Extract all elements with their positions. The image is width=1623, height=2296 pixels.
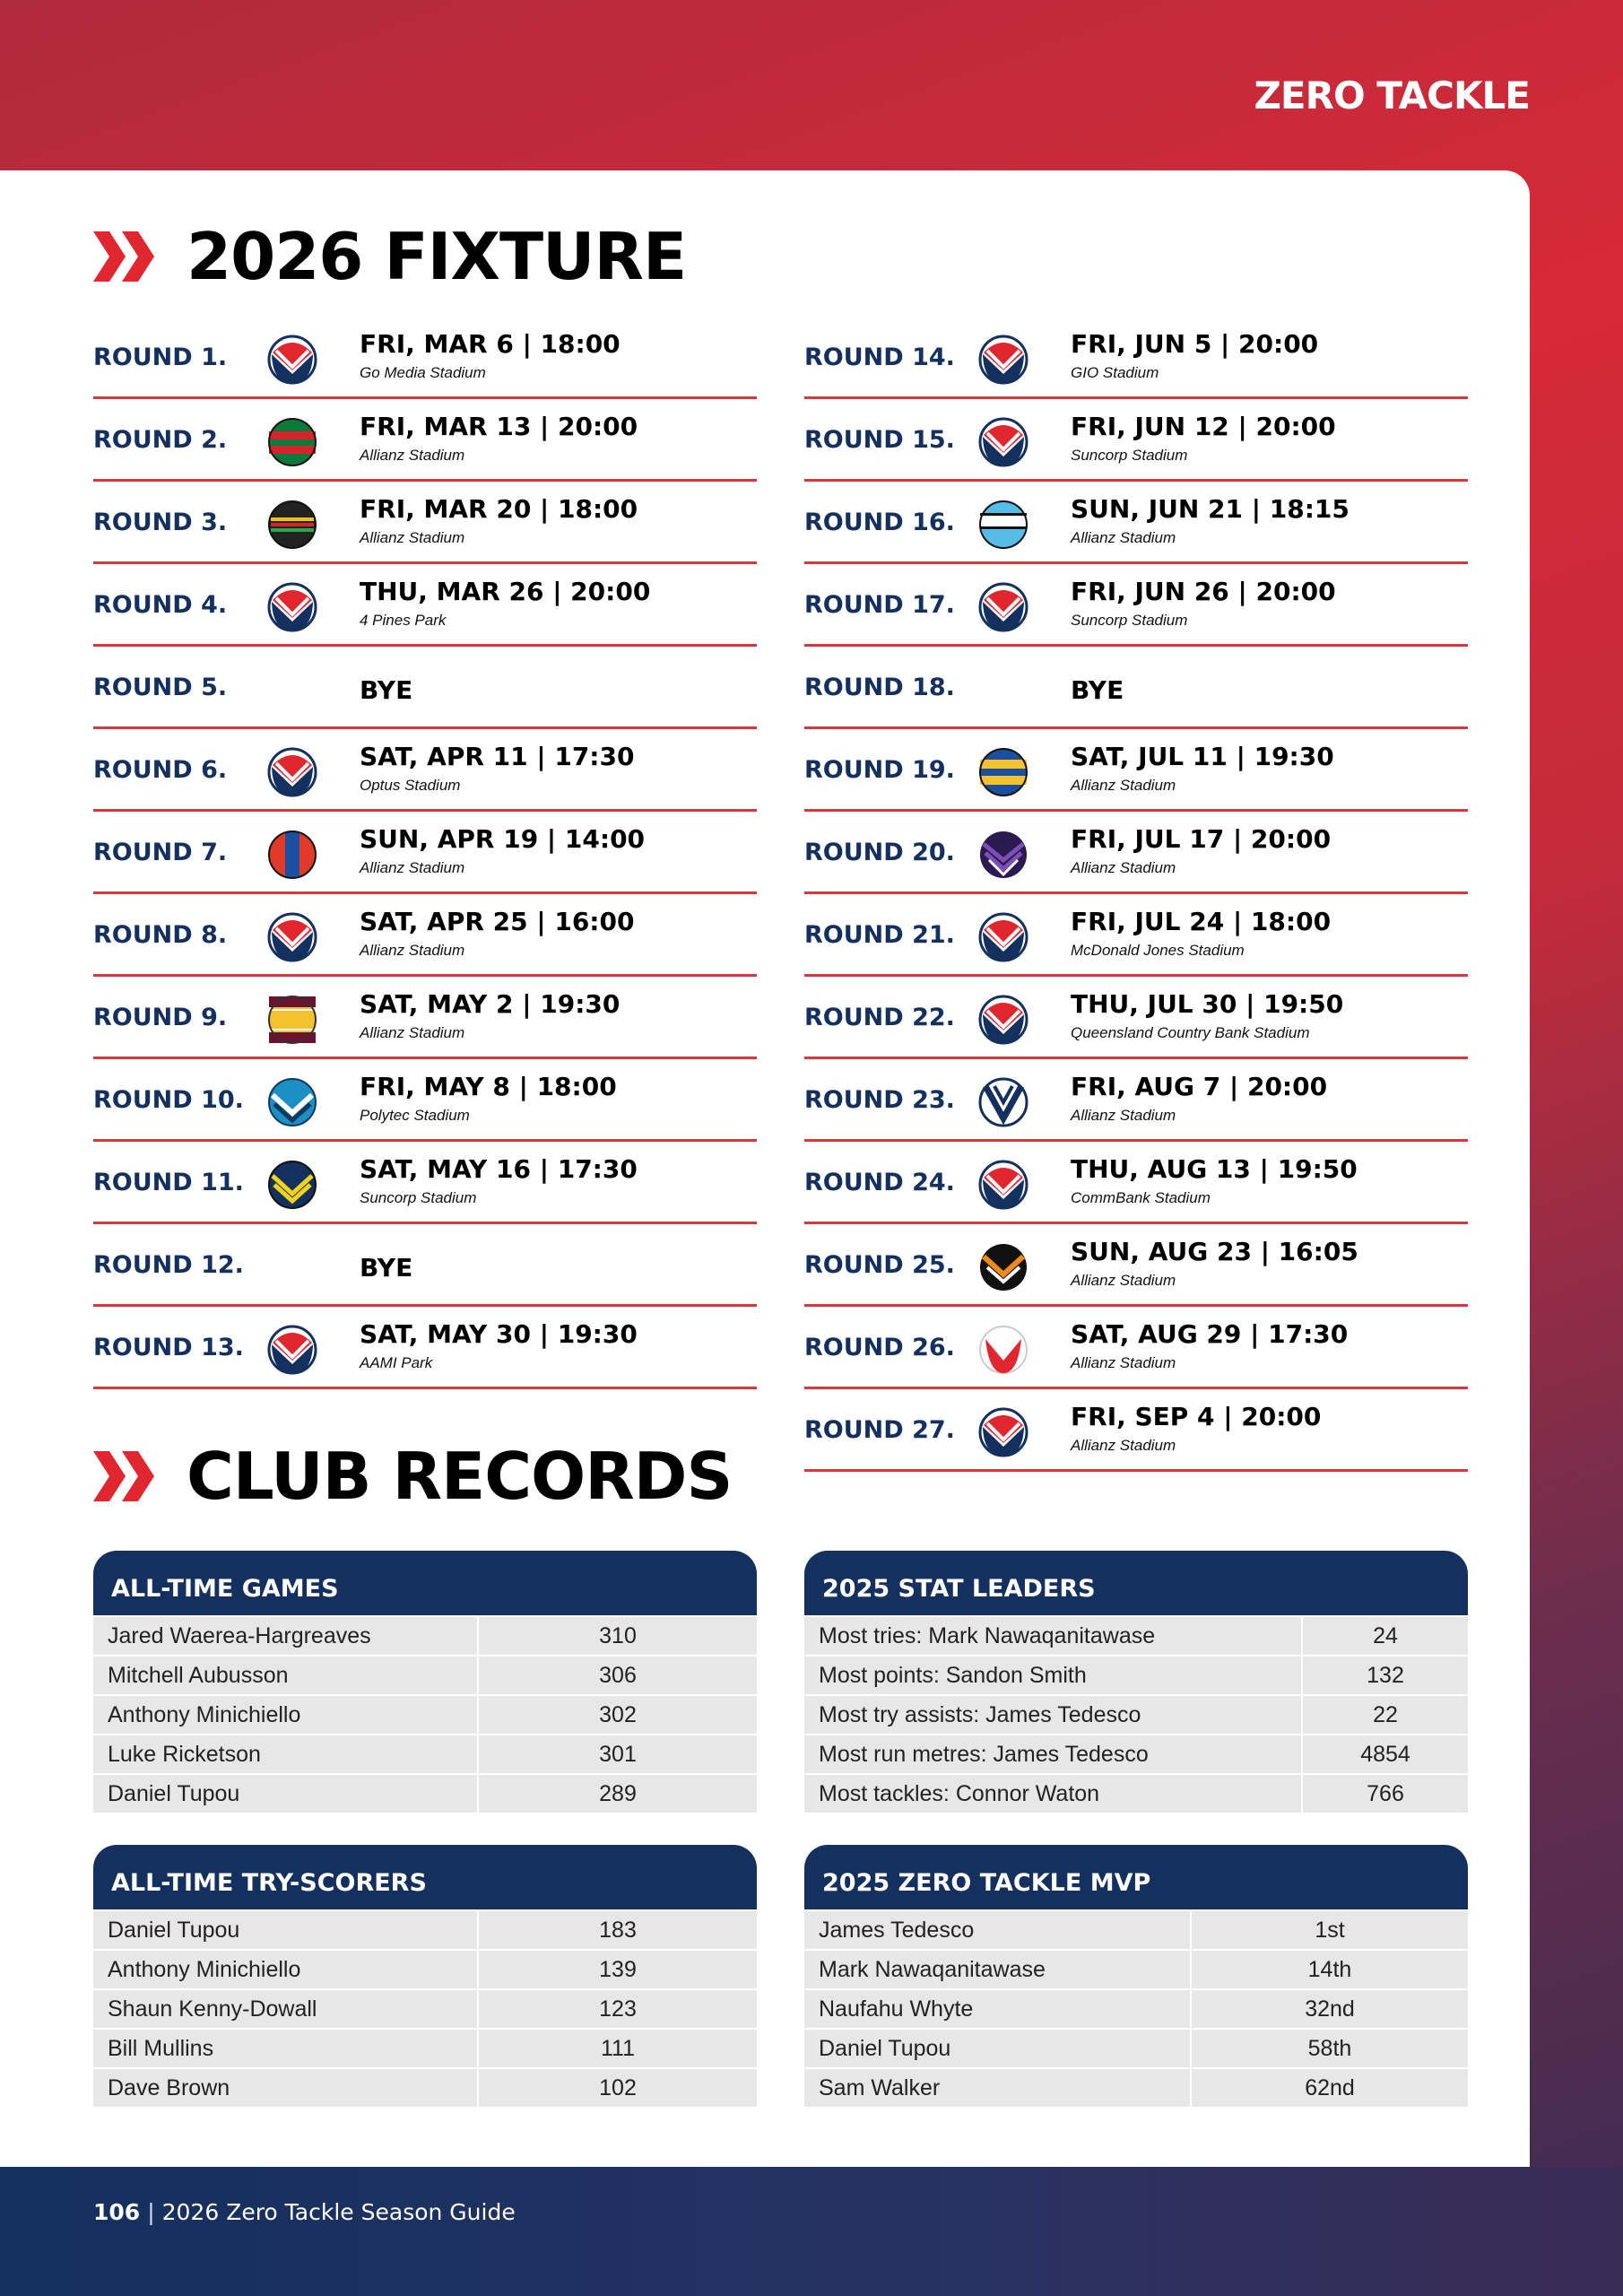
dragons-logo-icon xyxy=(978,1407,1028,1457)
records-title: CLUB RECORDS xyxy=(187,1439,733,1514)
table-cell-name: Anthony Minichiello xyxy=(93,1696,479,1734)
match-datetime: FRI, JUN 5 | 20:00 xyxy=(1071,329,1319,359)
fixture-row xyxy=(93,812,757,894)
table-row xyxy=(804,1615,1468,1655)
fixture-row xyxy=(804,564,1468,647)
round-label: ROUND 6. xyxy=(93,756,228,784)
round-label: ROUND 14. xyxy=(804,344,955,371)
table-cell-name: Daniel Tupou xyxy=(93,1775,479,1813)
match-datetime: SAT, APR 25 | 16:00 xyxy=(360,907,635,936)
match-venue: 4 Pines Park xyxy=(360,612,447,629)
match-venue: Allianz Stadium xyxy=(1071,1354,1176,1371)
match-venue: Allianz Stadium xyxy=(360,942,465,959)
bye-label: BYE xyxy=(1071,675,1124,705)
dragons-logo-icon xyxy=(978,995,1028,1045)
table-cell-name: Jared Waerea-Hargreaves xyxy=(93,1617,479,1655)
fixture-row xyxy=(804,1224,1468,1307)
match-datetime: SAT, APR 11 | 17:30 xyxy=(360,742,635,771)
round-label: ROUND 20. xyxy=(804,839,955,866)
tigers-logo-icon xyxy=(978,1242,1028,1292)
match-venue: Suncorp Stadium xyxy=(1071,447,1188,464)
match-venue: Allianz Stadium xyxy=(1071,529,1176,546)
round-label: ROUND 17. xyxy=(804,591,955,619)
table-cell-value: 58th xyxy=(1307,2035,1352,2061)
match-datetime: THU, JUL 30 | 19:50 xyxy=(1071,989,1344,1019)
match-datetime: FRI, SEP 4 | 20:00 xyxy=(1071,1402,1322,1431)
table-row xyxy=(804,1773,1468,1813)
match-datetime: SUN, AUG 23 | 16:05 xyxy=(1071,1237,1358,1266)
table-cell-value: 123 xyxy=(599,1996,637,2022)
match-datetime: FRI, JUN 12 | 20:00 xyxy=(1071,412,1336,441)
fixture-heading xyxy=(93,219,686,294)
match-datetime: FRI, AUG 7 | 20:00 xyxy=(1071,1072,1328,1101)
dragons-logo-icon xyxy=(267,582,317,632)
match-datetime: FRI, JUN 26 | 20:00 xyxy=(1071,577,1336,606)
round-label: ROUND 16. xyxy=(804,509,955,536)
footer xyxy=(93,2199,516,2225)
table-cell-value: 24 xyxy=(1373,1622,1398,1648)
fixture-row xyxy=(93,317,757,399)
stat-leaders-table xyxy=(804,1551,1468,1813)
match-datetime: FRI, MAY 8 | 18:00 xyxy=(360,1072,617,1101)
fixture-row xyxy=(93,1224,757,1307)
table-cell-name: Sam Walker xyxy=(804,2069,1192,2107)
table-cell-value: 766 xyxy=(1367,1780,1404,1806)
table-cell-name: James Tedesco xyxy=(804,1911,1192,1949)
fixture-row xyxy=(93,564,757,647)
match-venue: Allianz Stadium xyxy=(1071,1437,1176,1454)
match-venue: Allianz Stadium xyxy=(360,529,465,546)
fixture-row xyxy=(804,729,1468,812)
round-label: ROUND 24. xyxy=(804,1169,955,1196)
match-venue: Allianz Stadium xyxy=(360,447,465,464)
round-label: ROUND 23. xyxy=(804,1086,955,1114)
match-venue: Queensland Country Bank Stadium xyxy=(1071,1024,1310,1041)
table-cell-value: 111 xyxy=(600,2035,635,2061)
eels-logo-icon xyxy=(978,747,1028,797)
match-datetime: SAT, MAY 16 | 17:30 xyxy=(360,1154,638,1184)
titans-logo-icon xyxy=(267,1077,317,1127)
table-cell-name: Most tries: Mark Nawaqanitawase xyxy=(804,1617,1303,1655)
footer-bar xyxy=(0,2167,1623,2296)
fixture-row xyxy=(804,1059,1468,1142)
round-label: ROUND 26. xyxy=(804,1334,955,1361)
table-row xyxy=(93,1694,757,1734)
table-row xyxy=(804,1734,1468,1773)
match-venue: Optus Stadium xyxy=(360,777,461,794)
table-row xyxy=(93,1988,757,2028)
table-cell-name: Naufahu Whyte xyxy=(804,1990,1192,2028)
page-number: 106 xyxy=(93,2199,141,2225)
table-cell-name: Mark Nawaqanitawase xyxy=(804,1951,1192,1988)
table-row xyxy=(804,2028,1468,2067)
table-cell-value: 22 xyxy=(1373,1701,1398,1727)
dragons-logo-icon xyxy=(978,582,1028,632)
match-datetime: SAT, MAY 30 | 19:30 xyxy=(360,1319,638,1349)
dragons-logo-icon xyxy=(978,417,1028,467)
fixture-row xyxy=(804,894,1468,977)
chevron-arrows-icon xyxy=(93,1451,158,1501)
table-row xyxy=(804,1949,1468,1988)
dragons-logo-icon xyxy=(267,1325,317,1375)
table-row xyxy=(93,1773,757,1813)
round-label: ROUND 21. xyxy=(804,921,955,949)
table-cell-name: Bill Mullins xyxy=(93,2030,479,2067)
round-label: ROUND 2. xyxy=(93,426,228,454)
round-label: ROUND 22. xyxy=(804,1004,955,1031)
match-venue: Allianz Stadium xyxy=(360,859,465,876)
broncos-logo-icon xyxy=(267,995,317,1045)
match-datetime: SUN, APR 19 | 14:00 xyxy=(360,824,646,854)
match-datetime: SAT, AUG 29 | 17:30 xyxy=(1071,1319,1349,1349)
match-datetime: SAT, JUL 11 | 19:30 xyxy=(1071,742,1334,771)
table-cell-value: 102 xyxy=(599,2074,637,2100)
dragons-logo-icon xyxy=(267,747,317,797)
table-cell-value: 310 xyxy=(599,1622,637,1648)
fixture-row xyxy=(804,1142,1468,1224)
match-datetime: THU, MAR 26 | 20:00 xyxy=(360,577,651,606)
table-title: 2025 STAT LEADERS xyxy=(804,1551,1468,1615)
table-cell-name: Dave Brown xyxy=(93,2069,479,2107)
fixture-row xyxy=(804,1389,1468,1472)
bulldogs-logo-icon xyxy=(978,1077,1028,1127)
round-label: ROUND 8. xyxy=(93,921,228,949)
table-cell-name: Mitchell Aubusson xyxy=(93,1657,479,1694)
match-datetime: SUN, JUN 21 | 18:15 xyxy=(1071,494,1350,524)
stgeorge-logo-icon xyxy=(978,1325,1028,1375)
match-venue: Suncorp Stadium xyxy=(1071,612,1188,629)
round-label: ROUND 1. xyxy=(93,344,228,371)
table-cell-value: 1st xyxy=(1315,1917,1345,1943)
round-label: ROUND 9. xyxy=(93,1004,228,1031)
storm-logo-icon xyxy=(978,830,1028,880)
round-label: ROUND 3. xyxy=(93,509,228,536)
table-title: ALL-TIME GAMES xyxy=(93,1551,757,1615)
match-venue: McDonald Jones Stadium xyxy=(1071,942,1245,959)
zero-tackle-mvp-table xyxy=(804,1845,1468,2107)
dragons-logo-icon xyxy=(978,335,1028,385)
table-title: 2025 ZERO TACKLE MVP xyxy=(804,1845,1468,1909)
table-row xyxy=(804,1655,1468,1694)
table-row xyxy=(93,2067,757,2107)
dragons-logo-icon xyxy=(978,1160,1028,1210)
match-datetime: FRI, MAR 6 | 18:00 xyxy=(360,329,621,359)
table-title: ALL-TIME TRY-SCORERS xyxy=(93,1845,757,1909)
match-venue: Allianz Stadium xyxy=(1071,1107,1176,1124)
fixture-title: 2026 FIXTURE xyxy=(187,219,687,294)
match-datetime: FRI, JUL 17 | 20:00 xyxy=(1071,824,1332,854)
table-cell-value: 183 xyxy=(599,1917,637,1943)
table-cell-value: 4854 xyxy=(1360,1741,1410,1767)
bye-label: BYE xyxy=(360,1253,413,1283)
fixture-row xyxy=(804,977,1468,1059)
round-label: ROUND 27. xyxy=(804,1416,955,1444)
table-cell-value: 14th xyxy=(1307,1956,1352,1982)
table-row xyxy=(804,1909,1468,1949)
match-datetime: FRI, MAR 20 | 18:00 xyxy=(360,494,638,524)
table-row xyxy=(93,1909,757,1949)
fixture-row xyxy=(93,1142,757,1224)
table-cell-value: 289 xyxy=(599,1780,637,1806)
all-time-games-table xyxy=(93,1551,757,1813)
round-label: ROUND 4. xyxy=(93,591,228,619)
match-venue: Polytec Stadium xyxy=(360,1107,470,1124)
table-cell-name: Most try assists: James Tedesco xyxy=(804,1696,1303,1734)
table-cell-name: Most tackles: Connor Waton xyxy=(804,1775,1303,1813)
table-cell-name: Daniel Tupou xyxy=(804,2030,1192,2067)
round-label: ROUND 11. xyxy=(93,1169,244,1196)
table-cell-value: 302 xyxy=(599,1701,637,1727)
fixture-row xyxy=(93,647,757,729)
fixture-row xyxy=(804,647,1468,729)
all-time-try-scorers-table xyxy=(93,1845,757,2107)
match-venue: AAMI Park xyxy=(360,1354,433,1371)
brand-wordmark: ZERO TACKLE xyxy=(1254,74,1530,117)
round-label: ROUND 18. xyxy=(804,674,955,701)
fixture-row xyxy=(804,317,1468,399)
round-label: ROUND 10. xyxy=(93,1086,244,1114)
records-heading xyxy=(93,1439,732,1514)
match-datetime: FRI, JUL 24 | 18:00 xyxy=(1071,907,1332,936)
table-cell-name: Most run metres: James Tedesco xyxy=(804,1735,1303,1773)
table-row xyxy=(804,1988,1468,2028)
table-row xyxy=(93,2028,757,2067)
sharks-logo-icon xyxy=(978,500,1028,550)
cowboys-logo-icon xyxy=(267,1160,317,1210)
match-venue: CommBank Stadium xyxy=(1071,1189,1211,1206)
fixture-list-left xyxy=(93,317,757,1389)
round-label: ROUND 7. xyxy=(93,839,228,866)
match-venue: Suncorp Stadium xyxy=(360,1189,477,1206)
match-venue: Allianz Stadium xyxy=(1071,777,1176,794)
match-venue: Allianz Stadium xyxy=(360,1024,465,1041)
table-cell-name: Anthony Minichiello xyxy=(93,1951,479,1988)
table-cell-name: Luke Ricketson xyxy=(93,1735,479,1773)
table-cell-value: 306 xyxy=(599,1662,637,1688)
round-label: ROUND 12. xyxy=(93,1251,244,1279)
match-venue: Allianz Stadium xyxy=(1071,1272,1176,1289)
table-row xyxy=(93,1734,757,1773)
table-row xyxy=(93,1655,757,1694)
round-label: ROUND 5. xyxy=(93,674,228,701)
footer-title: 2026 Zero Tackle Season Guide xyxy=(161,2199,516,2225)
fixture-row xyxy=(93,1059,757,1142)
round-label: ROUND 15. xyxy=(804,426,955,454)
fixture-row xyxy=(804,482,1468,564)
match-datetime: SAT, MAY 2 | 19:30 xyxy=(360,989,621,1019)
fixture-row xyxy=(804,812,1468,894)
dragons-logo-icon xyxy=(267,335,317,385)
fixture-row xyxy=(93,482,757,564)
match-datetime: THU, AUG 13 | 19:50 xyxy=(1071,1154,1358,1184)
fixture-list-right xyxy=(804,317,1468,1472)
table-cell-value: 32nd xyxy=(1305,1996,1355,2022)
knights-logo-icon xyxy=(267,830,317,880)
dragons-logo-icon xyxy=(267,912,317,962)
table-cell-name: Most points: Sandon Smith xyxy=(804,1657,1303,1694)
table-cell-name: Daniel Tupou xyxy=(93,1911,479,1949)
table-cell-name: Shaun Kenny-Dowall xyxy=(93,1990,479,2028)
fixture-row xyxy=(93,1307,757,1389)
panthers-logo-icon xyxy=(267,500,317,550)
round-label: ROUND 25. xyxy=(804,1251,955,1279)
bye-label: BYE xyxy=(360,675,413,705)
table-cell-value: 62nd xyxy=(1305,2074,1355,2100)
round-label: ROUND 13. xyxy=(93,1334,244,1361)
match-venue: GIO Stadium xyxy=(1071,364,1159,381)
rabbitohs-logo-icon xyxy=(267,417,317,467)
fixture-row xyxy=(93,399,757,482)
fixture-row xyxy=(804,399,1468,482)
dragons-logo-icon xyxy=(978,912,1028,962)
round-label: ROUND 19. xyxy=(804,756,955,784)
fixture-row xyxy=(93,894,757,977)
table-cell-value: 139 xyxy=(599,1956,637,1982)
fixture-row xyxy=(93,729,757,812)
table-row xyxy=(804,1694,1468,1734)
table-row xyxy=(804,2067,1468,2107)
fixture-row xyxy=(93,977,757,1059)
table-cell-value: 132 xyxy=(1367,1662,1404,1688)
table-row xyxy=(93,1615,757,1655)
table-row xyxy=(93,1949,757,1988)
footer-separator: | xyxy=(147,2199,155,2225)
match-venue: Allianz Stadium xyxy=(1071,859,1176,876)
chevron-arrows-icon xyxy=(93,231,158,282)
match-venue: Go Media Stadium xyxy=(360,364,486,381)
table-cell-value: 301 xyxy=(599,1741,637,1767)
match-datetime: FRI, MAR 13 | 20:00 xyxy=(360,412,638,441)
fixture-row xyxy=(804,1307,1468,1389)
